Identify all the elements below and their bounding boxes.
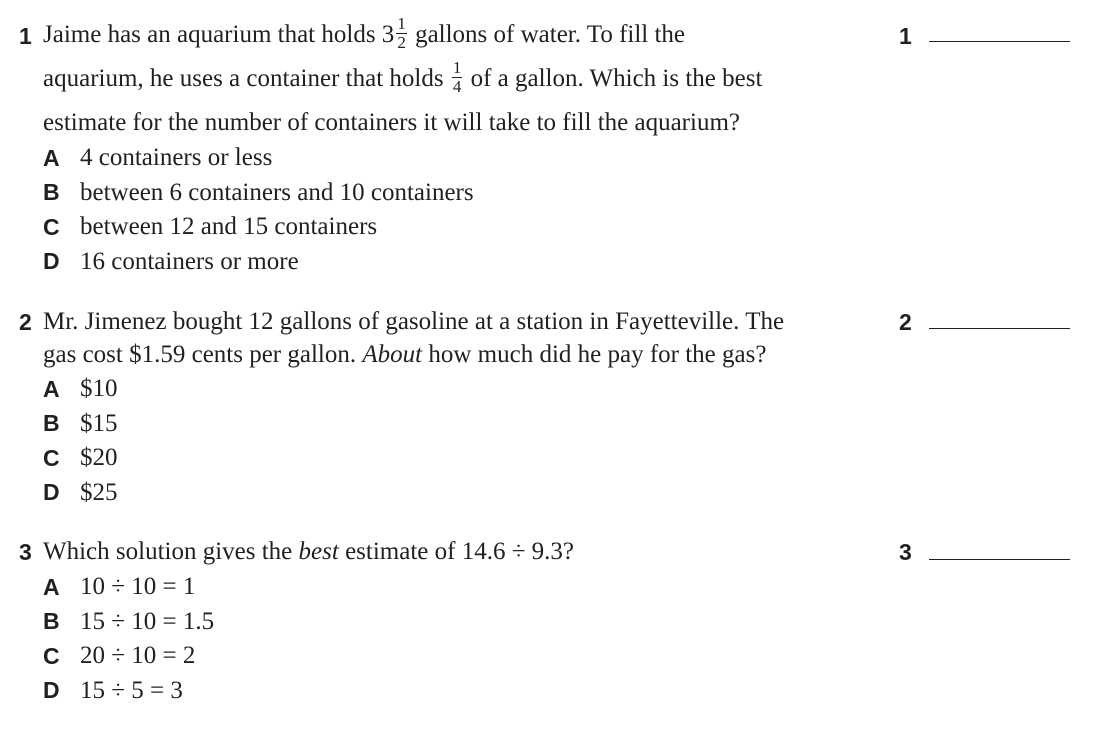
choice-list — [43, 570, 214, 708]
question-number: 2 — [19, 309, 32, 335]
question-stem — [43, 535, 863, 568]
choice-text: between 12 and 15 containers — [80, 213, 378, 241]
choice-text: between 6 containers and 10 containers — [80, 178, 474, 206]
choice-text: $10 — [80, 375, 118, 403]
stem-line-3: estimate for the number of containers it will take to fill the aquarium? — [43, 109, 740, 136]
question-stem — [43, 13, 863, 145]
answer-blank[interactable] — [929, 328, 1070, 329]
choice-a[interactable] — [43, 372, 118, 407]
answer-blank[interactable] — [929, 41, 1070, 42]
choice-b[interactable] — [43, 605, 214, 640]
choice-letter: D — [43, 479, 60, 506]
choice-letter: A — [43, 144, 60, 171]
choice-text: $25 — [80, 478, 118, 506]
choice-letter: B — [43, 410, 60, 437]
choice-text: 20 ÷ 10 = 2 — [80, 642, 196, 670]
choice-text: 16 containers or more — [80, 247, 299, 275]
choice-d[interactable] — [43, 245, 474, 280]
choice-letter: C — [43, 642, 60, 669]
choice-list — [43, 141, 474, 279]
answer-number: 1 — [899, 23, 912, 49]
stem-line-2: gas cost $1.59 cents per gallon. About how much did he pay for the gas? — [43, 341, 767, 368]
question-number: 3 — [19, 539, 32, 565]
choice-letter: B — [43, 608, 60, 635]
choice-a[interactable] — [43, 570, 214, 605]
stem-line-1: Mr. Jimenez bought 12 gallons of gasoline at a station in Fayetteville. The — [43, 308, 785, 335]
answer-number: 3 — [899, 539, 912, 565]
choice-list — [43, 372, 118, 510]
choice-letter: B — [43, 179, 60, 206]
choice-b[interactable] — [43, 176, 474, 211]
choice-text: $20 — [80, 444, 118, 472]
question-stem — [43, 305, 863, 371]
fraction-one-half: $\frac{1}{2}$ — [397, 13, 406, 52]
choice-d[interactable] — [43, 674, 214, 709]
choice-b[interactable] — [43, 407, 118, 442]
choice-text: 15 ÷ 10 = 1.5 — [80, 607, 215, 635]
stem-line-1: Jaime has an aquarium that holds 3 $\frac{1}{2}$ gallons of water. To fill the — [43, 13, 686, 52]
choice-letter: C — [43, 444, 60, 471]
answer-blank[interactable] — [929, 559, 1070, 560]
choice-text: 4 containers or less — [80, 144, 273, 172]
choice-letter: D — [43, 677, 60, 704]
choice-letter: A — [43, 375, 60, 402]
choice-text: $15 — [80, 409, 118, 437]
choice-c[interactable] — [43, 639, 214, 674]
answer-number: 2 — [899, 309, 912, 335]
choice-a[interactable] — [43, 141, 474, 176]
stem-line-2: aquarium, he uses a container that holds $\frac{1}{4}$ of a gallon. Which is the best — [43, 57, 763, 96]
choice-c[interactable] — [43, 441, 118, 476]
fraction-one-quarter: $\frac{1}{4}$ — [452, 57, 462, 96]
choice-letter: D — [43, 248, 60, 275]
choice-letter: A — [43, 573, 60, 600]
question-number: 1 — [19, 23, 32, 49]
stem-line-1: Which solution gives the best estimate of 14.6 ÷ 9.3? — [43, 538, 575, 565]
choice-d[interactable] — [43, 476, 118, 511]
choice-text: 15 ÷ 5 = 3 — [80, 676, 183, 704]
choice-c[interactable] — [43, 210, 474, 245]
choice-letter: C — [43, 213, 60, 240]
choice-text: 10 ÷ 10 = 1 — [80, 573, 196, 601]
